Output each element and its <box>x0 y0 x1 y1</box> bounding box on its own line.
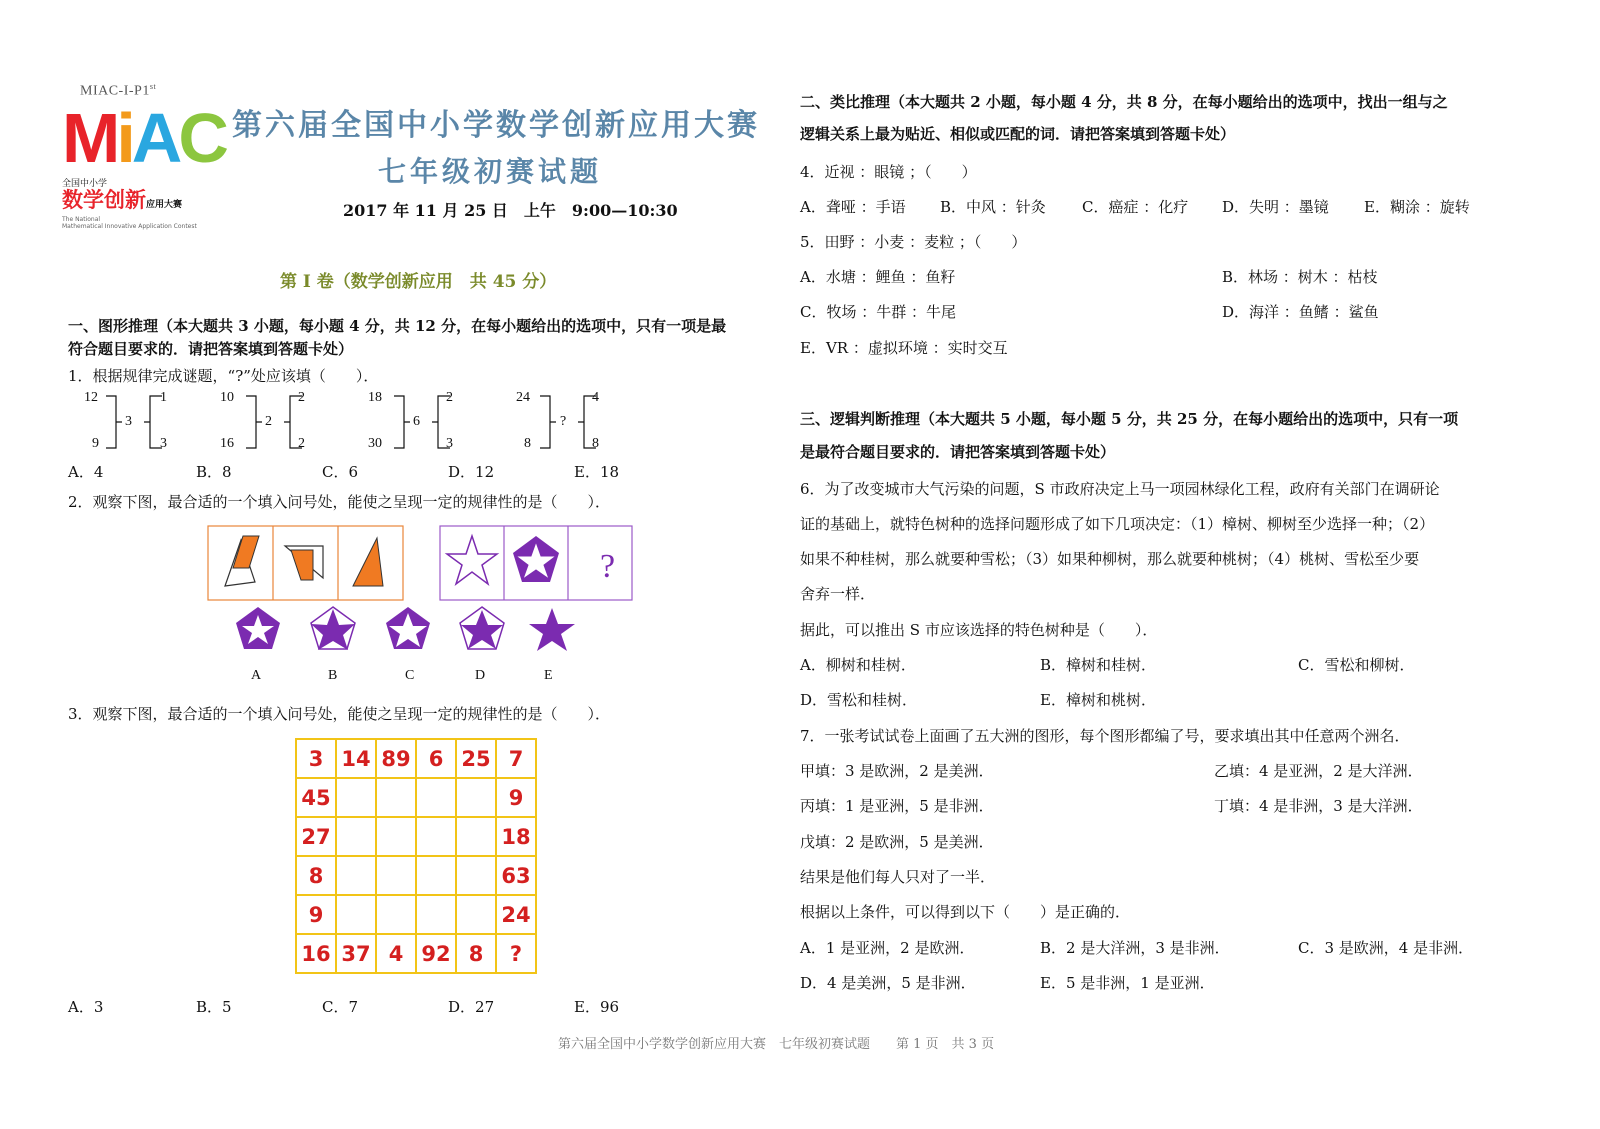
grid-cell <box>416 856 456 895</box>
grid-cell: ? <box>496 934 536 973</box>
grid-cell: 4 <box>376 934 416 973</box>
grid-cell: 24 <box>496 895 536 934</box>
section1-heading: 一、图形推理（本大题共 3 小题，每小题 4 分，共 12 分，在每小题给出的选项中，只有一项是最 <box>68 317 727 335</box>
grid-cell <box>456 778 496 817</box>
grid-cell: 45 <box>296 778 336 817</box>
q5-option-c[interactable]: C．牧场 ：牛群 ：牛尾 <box>800 303 957 321</box>
q1-option-e[interactable]: E．18 <box>574 463 620 481</box>
grid-row <box>296 817 536 856</box>
q1-option-b[interactable]: B．8 <box>196 463 232 481</box>
grid-cell <box>376 895 416 934</box>
q6-line: 6．为了改变城市大气污染的问题，S 市政府决定上马一项园林绿化工程，政府有关部门在调研论 <box>800 480 1440 498</box>
miac-logo <box>62 99 225 180</box>
option-d-shape[interactable] <box>460 607 504 649</box>
q3-number-grid <box>295 738 537 974</box>
q1-option-d[interactable]: D．12 <box>448 463 495 481</box>
q7-ask: 根据以上条件，可以得到以下（ ）是正确的． <box>800 903 1131 921</box>
q2-option-label-e: E <box>544 668 553 683</box>
q5-option-a[interactable]: A．水塘 ：鲤鱼 ：鱼籽 <box>800 268 956 286</box>
q1-stem: 1．根据规律完成谜题，“?”处应该填（ ）． <box>68 367 379 385</box>
option-c-shape[interactable] <box>386 607 430 649</box>
q6-option-b[interactable]: B．樟树和桂树． <box>1040 656 1157 674</box>
grid-cell: 63 <box>496 856 536 895</box>
page-footer: 第六届全国中小学数学创新应用大赛 七年级初赛试题 第 1 页 共 3 页 <box>558 1037 995 1052</box>
logo-cn: 全国中小学 数学创新应用大赛 The National Mathematical Innovative Application Contest <box>62 179 197 230</box>
pentagon-star-shape <box>513 536 559 582</box>
q4-stem: 4．近视 ：眼镜 ；（ ） <box>800 163 977 181</box>
section2-heading-cont: 逻辑关系上最为贴近、相似或匹配的词．请把答案填到答题卡处） <box>800 125 1236 143</box>
logo-letter: i <box>116 99 132 177</box>
volume-title: 第 I 卷（数学创新应用 共 45 分） <box>280 272 557 292</box>
grid-cell: 16 <box>296 934 336 973</box>
q2-figure <box>205 524 635 604</box>
grid-cell: 8 <box>296 856 336 895</box>
q7-option-a[interactable]: A．1 是亚洲，2 是欧洲． <box>800 939 975 957</box>
exam-date: 2017 年 11 月 25 日 上午 9:00—10:30 <box>343 201 678 220</box>
grid-cell <box>376 856 416 895</box>
section3-heading: 三、逻辑判断推理（本大题共 5 小题，每小题 5 分，共 25 分，在每小题给出的选项中，只有一项 <box>800 410 1459 428</box>
section3-heading-cont: 是最符合题目要求的．请把答案填到答题卡处） <box>800 443 1116 461</box>
q5-stem: 5．田野 ：小麦 ：麦粒 ；（ ） <box>800 233 1027 251</box>
grid-row <box>296 739 536 778</box>
q5-option-d[interactable]: D．海洋 ：鱼鳍 ：鲨鱼 <box>1222 303 1379 321</box>
grid-cell <box>336 895 376 934</box>
star-shape <box>447 536 497 584</box>
q1-option-c[interactable]: C．6 <box>322 463 359 481</box>
q5-option-b[interactable]: B．林场 ：树木 ：枯枝 <box>1222 268 1378 286</box>
q2-options-figure <box>232 604 582 660</box>
grid-cell <box>336 778 376 817</box>
q6-line: 如果不种桂树，那么就要种雪松；（3）如果种柳树，那么就要种桃树；（4）桃树、雪松至少要 <box>800 550 1420 568</box>
q5-option-e[interactable]: E．VR ：虚拟环境 ：实时交互 <box>800 339 1008 357</box>
grid-cell <box>376 778 416 817</box>
grid-cell: 8 <box>456 934 496 973</box>
q7-option-d[interactable]: D．4 是美洲，5 是非洲． <box>800 974 976 992</box>
grid-cell: 25 <box>456 739 496 778</box>
grid-cell: 37 <box>336 934 376 973</box>
exam-title: 第六届全国中小学数学创新应用大赛 <box>232 108 760 143</box>
q4-option-c[interactable]: C．癌症 ：化疗 <box>1082 198 1189 216</box>
grid-cell <box>456 817 496 856</box>
q2-option-label-c: C <box>405 668 415 683</box>
q3-option-e[interactable]: E．96 <box>574 998 620 1016</box>
exam-code: MIAC-I-P1st <box>80 82 157 99</box>
q7-option-b[interactable]: B．2 是大洋洲，3 是非洲． <box>1040 939 1230 957</box>
logo-letter: C <box>178 99 225 177</box>
grid-cell <box>376 817 416 856</box>
q4-option-a[interactable]: A．聋哑 ：手语 <box>800 198 906 216</box>
grid-cell: 18 <box>496 817 536 856</box>
grid-cell: 14 <box>336 739 376 778</box>
q2-option-label-a: A <box>251 668 262 683</box>
square-shape <box>285 546 323 580</box>
q4-option-e[interactable]: E．糊涂 ：旋转 <box>1364 198 1470 216</box>
grid-cell: 89 <box>376 739 416 778</box>
section1-heading-cont: 符合题目要求的．请把答案填到答题卡处） <box>68 340 354 358</box>
q6-line: 证的基础上，就特色树种的选择问题形成了如下几项决定：（1）樟树、柳树至少选择一种；（2） <box>800 515 1435 533</box>
q7-answer: 丙填：1 是亚洲，5 是非洲． <box>800 797 994 815</box>
q7-stem: 7．一张考试试卷上面画了五大洲的图形，每个图形都编了号，要求填出其中任意两个洲名． <box>800 727 1410 745</box>
q6-option-c[interactable]: C．雪松和柳树． <box>1298 656 1415 674</box>
q2-option-label-d: D <box>475 668 486 683</box>
option-b-shape[interactable] <box>311 607 355 650</box>
q6-option-d[interactable]: D．雪松和桂树． <box>800 691 918 709</box>
grid-cell <box>416 817 456 856</box>
option-e-shape[interactable] <box>529 608 575 651</box>
exam-subtitle: 七年级初赛试题 <box>378 155 603 188</box>
question-mark: ? <box>600 548 616 585</box>
q2-option-label-b: B <box>328 668 338 683</box>
grid-row <box>296 856 536 895</box>
grid-cell: 3 <box>296 739 336 778</box>
q1-puzzle: 12 9 3 1 3 10 16 2 2 2 18 30 6 2 3 24 8 ? 4 8 <box>84 390 599 451</box>
q7-answer: 丁填：4 是非洲，3 是大洋洲． <box>1214 797 1423 815</box>
triangle-shape <box>225 536 259 586</box>
logo-letter: M <box>62 99 117 177</box>
q3-stem: 3．观察下图，最合适的一个填入问号处，能使之呈现一定的规律性的是（ ）． <box>68 705 611 723</box>
option-a-shape[interactable] <box>236 607 280 649</box>
grid-cell: 9 <box>296 895 336 934</box>
grid-cell <box>336 817 376 856</box>
section2-heading: 二、类比推理（本大题共 2 小题，每小题 4 分，共 8 分，在每小题给出的选项中，找出一组与之 <box>800 93 1448 111</box>
grid-cell <box>456 856 496 895</box>
q6-option-a[interactable]: A．柳树和桂树． <box>800 656 916 674</box>
q1-option-a[interactable]: A．4 <box>68 463 104 481</box>
q6-option-e[interactable]: E．樟树和桃树． <box>1040 691 1156 709</box>
grid-cell: 92 <box>416 934 456 973</box>
q4-option-d[interactable]: D．失明 ：墨镜 <box>1222 198 1329 216</box>
q7-answer: 甲填：3 是欧洲，2 是美洲． <box>800 762 994 780</box>
grid-row <box>296 778 536 817</box>
q4-option-b[interactable]: B．中风 ：针灸 <box>940 198 1046 216</box>
triangle-shape <box>353 538 383 586</box>
q7-answer: 乙填：4 是亚洲，2 是大洋洲． <box>1214 762 1423 780</box>
grid-row <box>296 895 536 934</box>
q3-option-b[interactable]: B．5 <box>196 998 232 1016</box>
q2-stem: 2．观察下图，最合适的一个填入问号处，能使之呈现一定的规律性的是（ ）． <box>68 493 611 511</box>
q7-answer: 戊填：2 是欧洲，5 是美洲． <box>800 833 994 851</box>
q7-option-e[interactable]: E．5 是非洲，1 是亚洲． <box>1040 974 1215 992</box>
q3-option-a[interactable]: A．3 <box>68 998 104 1016</box>
q7-result: 结果是他们每人只对了一半． <box>800 868 996 886</box>
grid-cell: 7 <box>496 739 536 778</box>
logo-letter: A <box>131 99 179 177</box>
grid-cell <box>416 778 456 817</box>
q3-option-d[interactable]: D．27 <box>448 998 495 1016</box>
grid-cell <box>456 895 496 934</box>
q6-line: 据此，可以推出 S 市应该选择的特色树种是（ ）． <box>800 621 1158 639</box>
grid-cell <box>416 895 456 934</box>
logo-letters <box>62 99 227 177</box>
q7-option-c[interactable]: C．3 是欧洲，4 是非洲． <box>1298 939 1474 957</box>
grid-cell: 27 <box>296 817 336 856</box>
q6-line: 舍弃一样． <box>800 585 876 603</box>
grid-cell <box>336 856 376 895</box>
grid-cell: 6 <box>416 739 456 778</box>
grid-row <box>296 934 536 973</box>
q3-option-c[interactable]: C．7 <box>322 998 359 1016</box>
grid-cell: 9 <box>496 778 536 817</box>
